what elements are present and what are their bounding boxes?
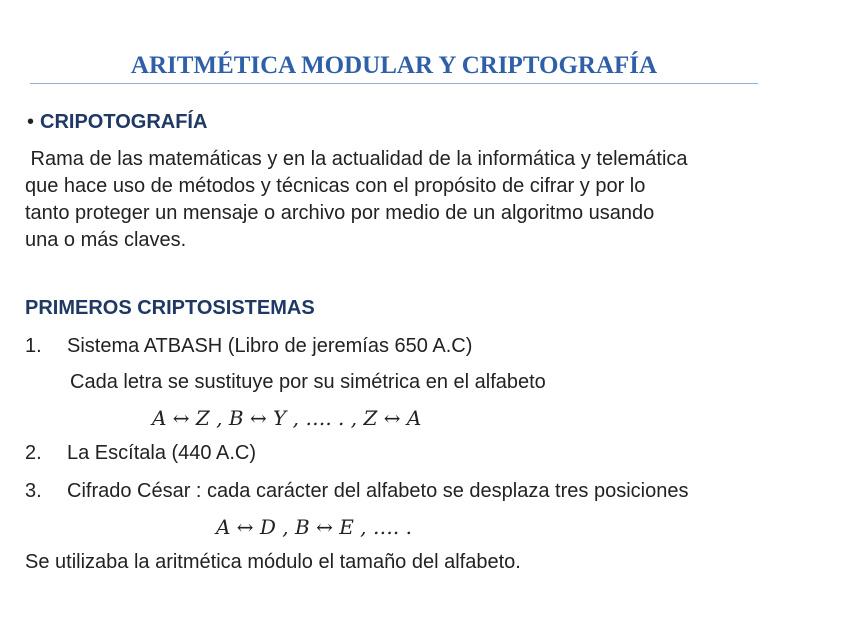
list-number: 1.: [25, 335, 42, 357]
atbash-formula: A ↔ Z , B ↔ Y , …. . , Z ↔ A: [152, 406, 422, 430]
closing-sentence: Se utilizaba la aritmética módulo el tamaño del alfabeto.: [25, 551, 521, 573]
cesar-formula: A ↔ D , B ↔ E , …. .: [216, 515, 412, 539]
bullet-marker: •: [27, 111, 35, 133]
title-underline: [30, 83, 758, 84]
list-item-cesar: [25, 480, 688, 503]
list-number: 3.: [25, 480, 42, 502]
paragraph-line: Rama de las matemáticas y en la actualidad de la informática y telemática: [25, 148, 688, 170]
list-number: 2.: [25, 442, 42, 464]
paragraph-line: una o más claves.: [25, 229, 187, 251]
section-heading-criptografia: [27, 111, 207, 134]
page-title: ARITMÉTICA MODULAR Y CRIPTOGRAFÍA: [130, 52, 658, 79]
list-item-text: Cifrado César : cada carácter del alfabeto se desplaza tres posiciones: [67, 480, 689, 502]
paragraph-line: tanto proteger un mensaje o archivo por medio de un algoritmo usando: [25, 202, 655, 224]
list-item-text: Sistema ATBASH (Libro de jeremías 650 A.C): [67, 335, 473, 357]
section-heading-label: CRIPOTOGRAFÍA: [40, 111, 208, 133]
paragraph-line: que hace uso de métodos y técnicas con el propósito de cifrar y por lo: [25, 175, 646, 197]
list-item-escitala: [25, 442, 256, 465]
definition-paragraph: [25, 146, 688, 254]
section-heading-criptosistemas: PRIMEROS CRIPTOSISTEMAS: [25, 297, 315, 319]
list-item-text: La Escítala (440 A.C): [67, 442, 256, 464]
atbash-description: Cada letra se sustituye por su simétrica en el alfabeto: [70, 371, 546, 393]
list-item-atbash: [25, 335, 472, 358]
